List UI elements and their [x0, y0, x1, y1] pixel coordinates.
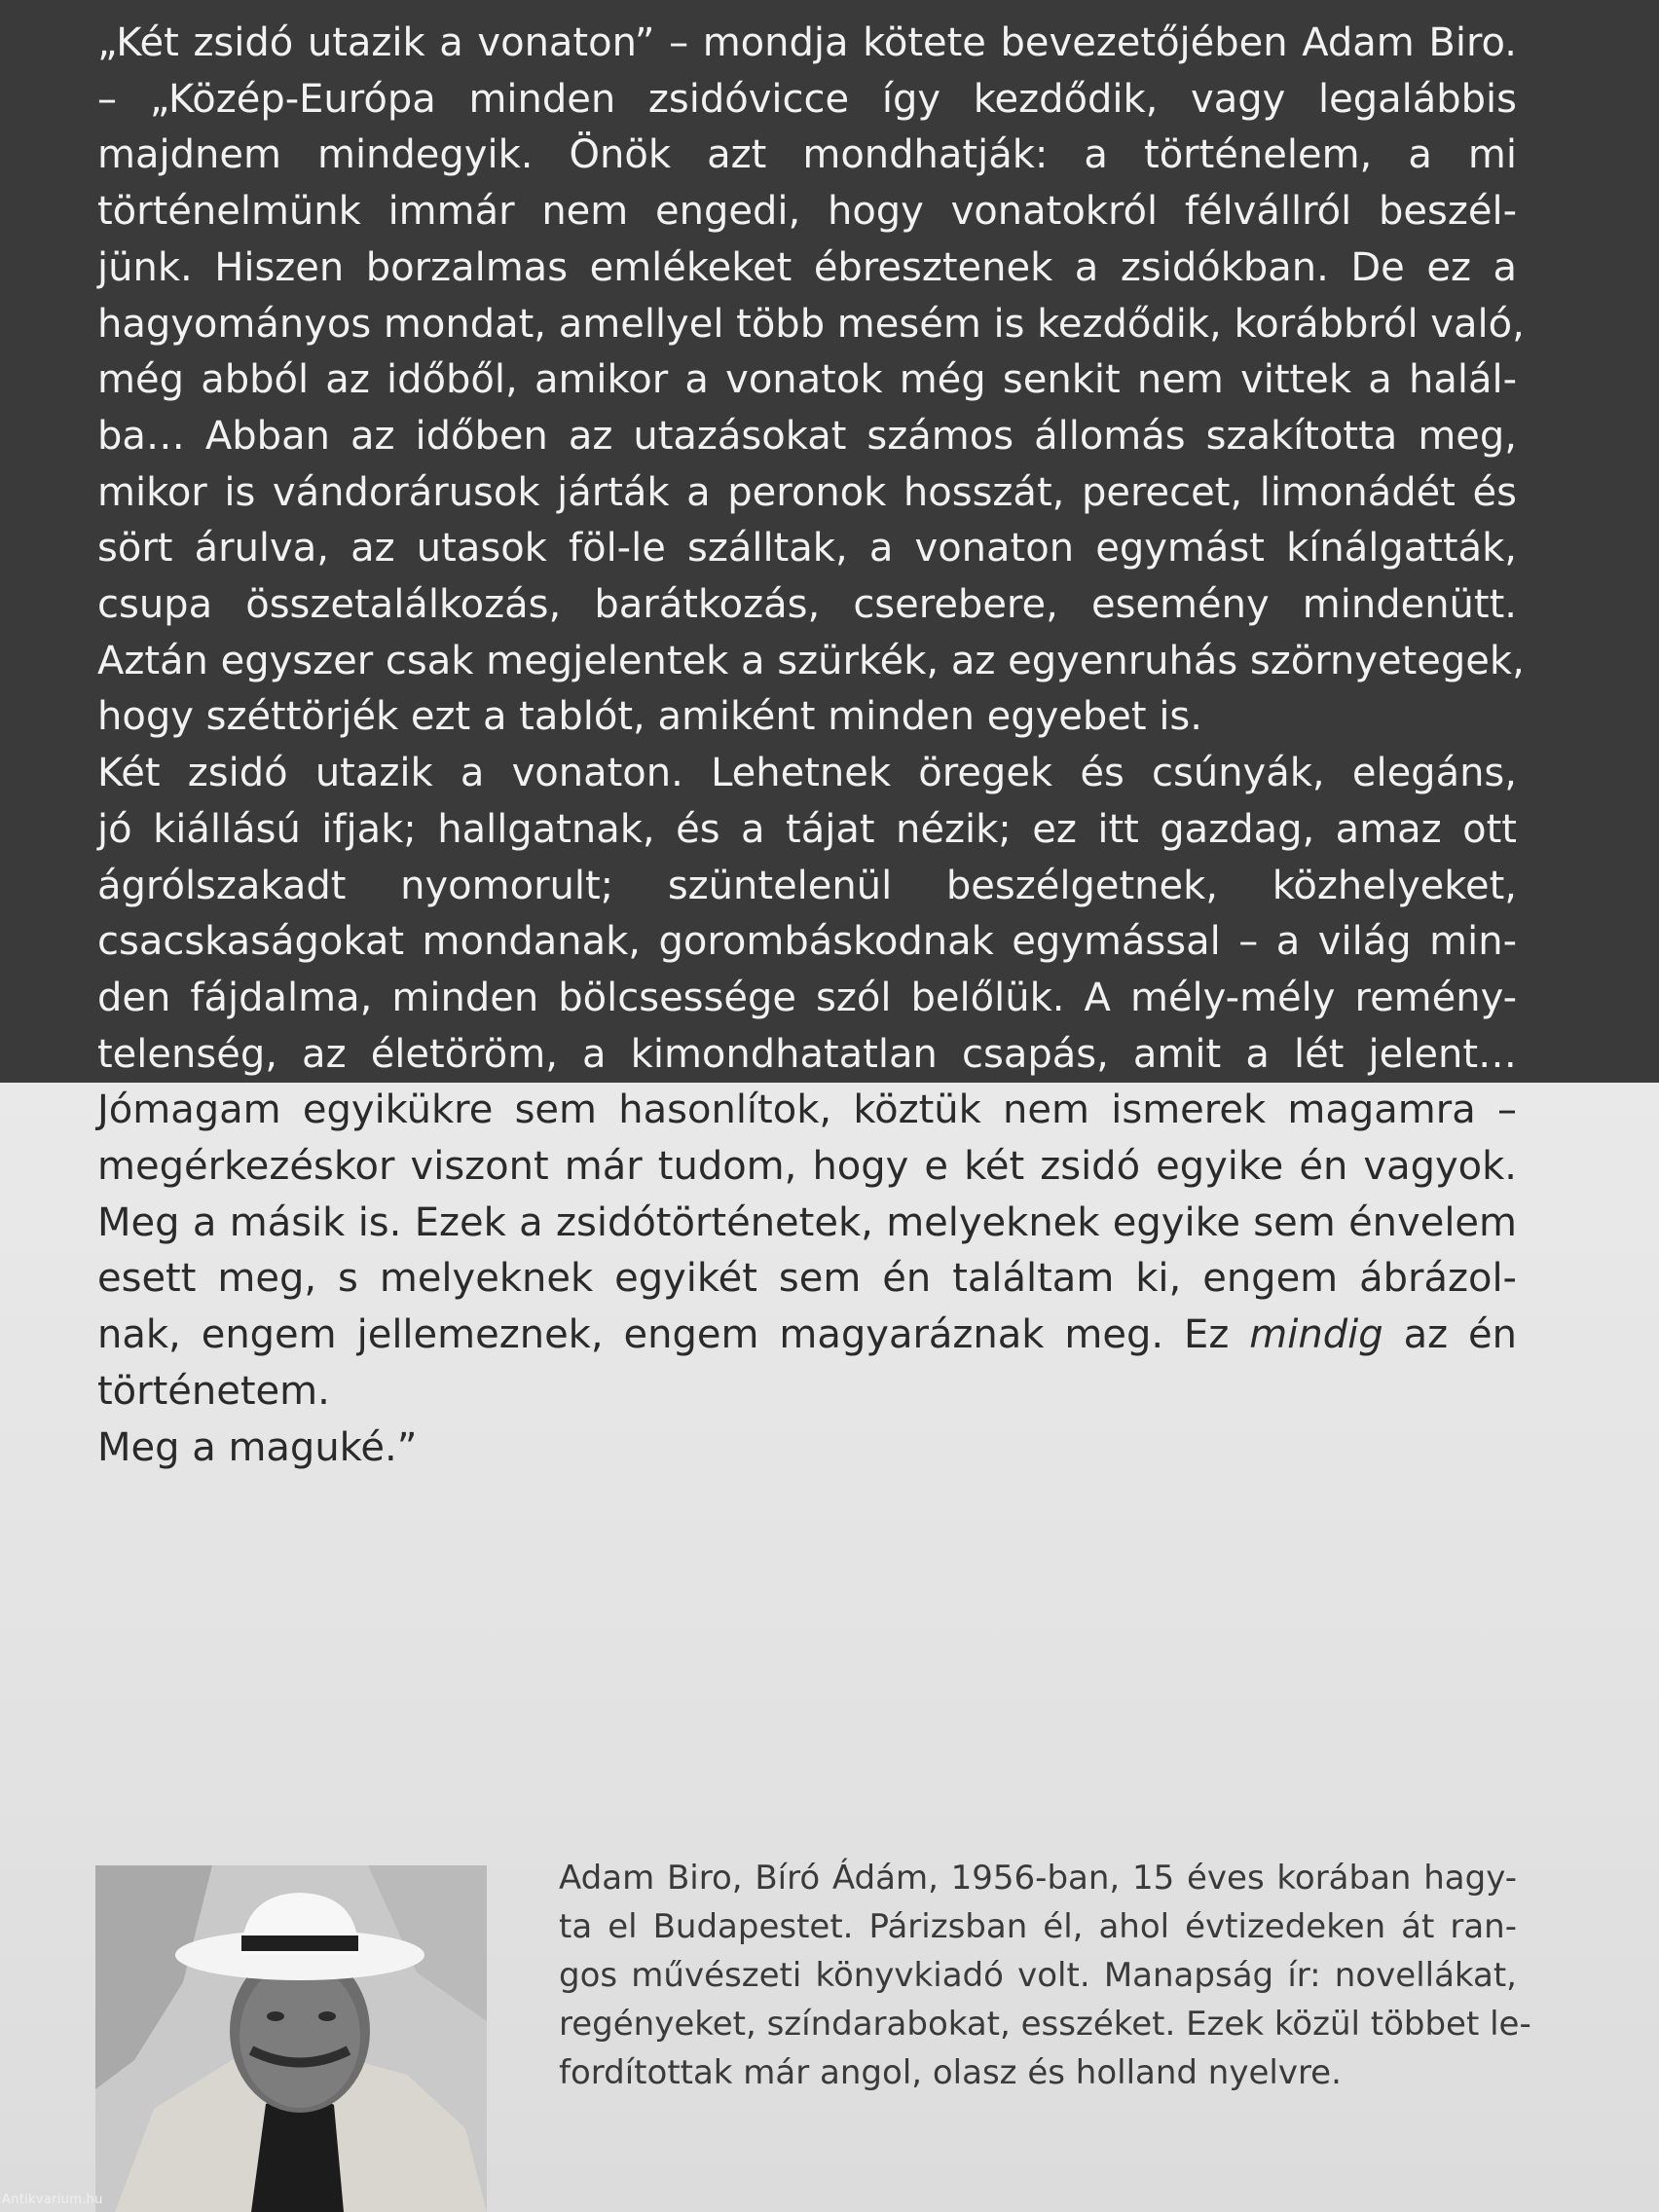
- bio-line-5: fordítottak már angol, olasz és holland nyelvre.: [559, 2053, 1342, 2092]
- blurb-line-19: telenség, az életöröm, a kimondhatatlan csapás, amit a lét jelent…: [97, 1031, 1517, 1077]
- blurb-line-20: Jómagam egyikükre sem hasonlítok, köztük nem ismerek magamra –: [97, 1088, 1517, 1133]
- blurb-line-18: den fájdalma, minden bölcsessége szól belőlük. A mély-mély remény-: [97, 975, 1517, 1020]
- bio-line-3: gos művészeti könyvkiadó volt. Manapság ír: novellákat,: [559, 1956, 1517, 1995]
- blurb-line-25: történetem.: [97, 1368, 330, 1414]
- blurb-line-15: jó kiállású ifjak; hallgatnak, és a tájat nézik; ez itt gazdag, amaz ott: [97, 806, 1517, 852]
- blurb-line-9: mikor is vándorárusok járták a peronok hosszát, perecet, limonádét és: [97, 469, 1517, 515]
- blurb-line-17: csacskaságokat mondanak, gorombáskodnak egymással – a világ min-: [97, 919, 1517, 965]
- author-photo: [95, 1865, 487, 2212]
- bio-line-4: regényeket, színdarabokat, esszéket. Ezek közül többet le-: [559, 2005, 1531, 2044]
- bio-line-1: Adam Biro, Bíró Ádám, 1956-ban, 15 éves korában hagy-: [559, 1859, 1517, 1898]
- blurb-line-22: Meg a másik is. Ezek a zsidótörténetek, melyeknek egyike sem énvelem: [97, 1199, 1517, 1245]
- watermark-text: Antikvarium.hu: [2, 2193, 103, 2207]
- blurb-line-16: ágrólszakadt nyomorult; szüntelenül beszélgetnek, közhelyeket,: [97, 863, 1517, 908]
- blurb-line-1: „Két zsidó utazik a vonaton” – mondja kötete bevezetőjében Adam Biro.: [97, 20, 1517, 65]
- blurb-line-2: – „Közép-Európa minden zsidóvicce így kezdődik, vagy legalábbis: [97, 76, 1517, 122]
- blurb-line-8: ba… Abban az időben az utazásokat számos állomás szakította meg,: [97, 413, 1517, 459]
- author-bio: [559, 1854, 1531, 2097]
- blurb-line-26: Meg a maguké.”: [97, 1424, 418, 1470]
- blurb-line-3: majdnem mindegyik. Önök azt mondhatják: a történelem, a mi: [97, 132, 1517, 178]
- blurb-line-13: hogy széttörjék ezt a tablót, amiként minden egyebet is.: [97, 694, 1202, 740]
- blurb-line-6: hagyományos mondat, amellyel több mesém is kezdődik, korábbról való,: [97, 301, 1525, 347]
- blurb-line-12: Aztán egyszer csak megjelentek a szürkék, az egyenruhás szörnyetegek,: [97, 638, 1525, 683]
- blurb-line-11: csupa összetalálkozás, barátkozás, cserebere, esemény mindenütt.: [97, 582, 1517, 628]
- blurb-line-4: történelmünk immár nem engedi, hogy vonatokról félvállról beszél-: [97, 189, 1517, 235]
- blurb-line-24-head: nak, engem jellemeznek, engem magyaráznak meg. Ez: [97, 1312, 1250, 1358]
- blurb-line-10: sört árulva, az utasok föl-le szálltak, a vonaton egymást kínálgatták,: [97, 526, 1517, 571]
- blurb-line-24-tail: az én: [1382, 1312, 1518, 1358]
- blurb-line-21: megérkezéskor viszont már tudom, hogy e két zsidó egyike én vagyok.: [97, 1144, 1517, 1190]
- blurb-line-14: Két zsidó utazik a vonaton. Lehetnek öregek és csúnyák, elegáns,: [97, 751, 1517, 796]
- cover-blurb: [97, 16, 1525, 1476]
- blurb-line-23: esett meg, s melyeknek egyikét sem én találtam ki, engem ábrázol-: [97, 1256, 1517, 1302]
- bio-line-2: ta el Budapestet. Párizsban él, ahol évtizedeken át ran-: [559, 1907, 1517, 1946]
- blurb-line-5: jünk. Hiszen borzalmas emlékeket ébresztenek a zsidókban. De ez a: [97, 244, 1517, 290]
- blurb-italic-word: mindig: [1249, 1312, 1383, 1358]
- blurb-line-7: még abból az időből, amikor a vonatok még senkit nem vittek a halál-: [97, 357, 1517, 403]
- author-photo-illustration: [95, 1865, 487, 2212]
- blurb-line-24: [97, 1308, 1517, 1364]
